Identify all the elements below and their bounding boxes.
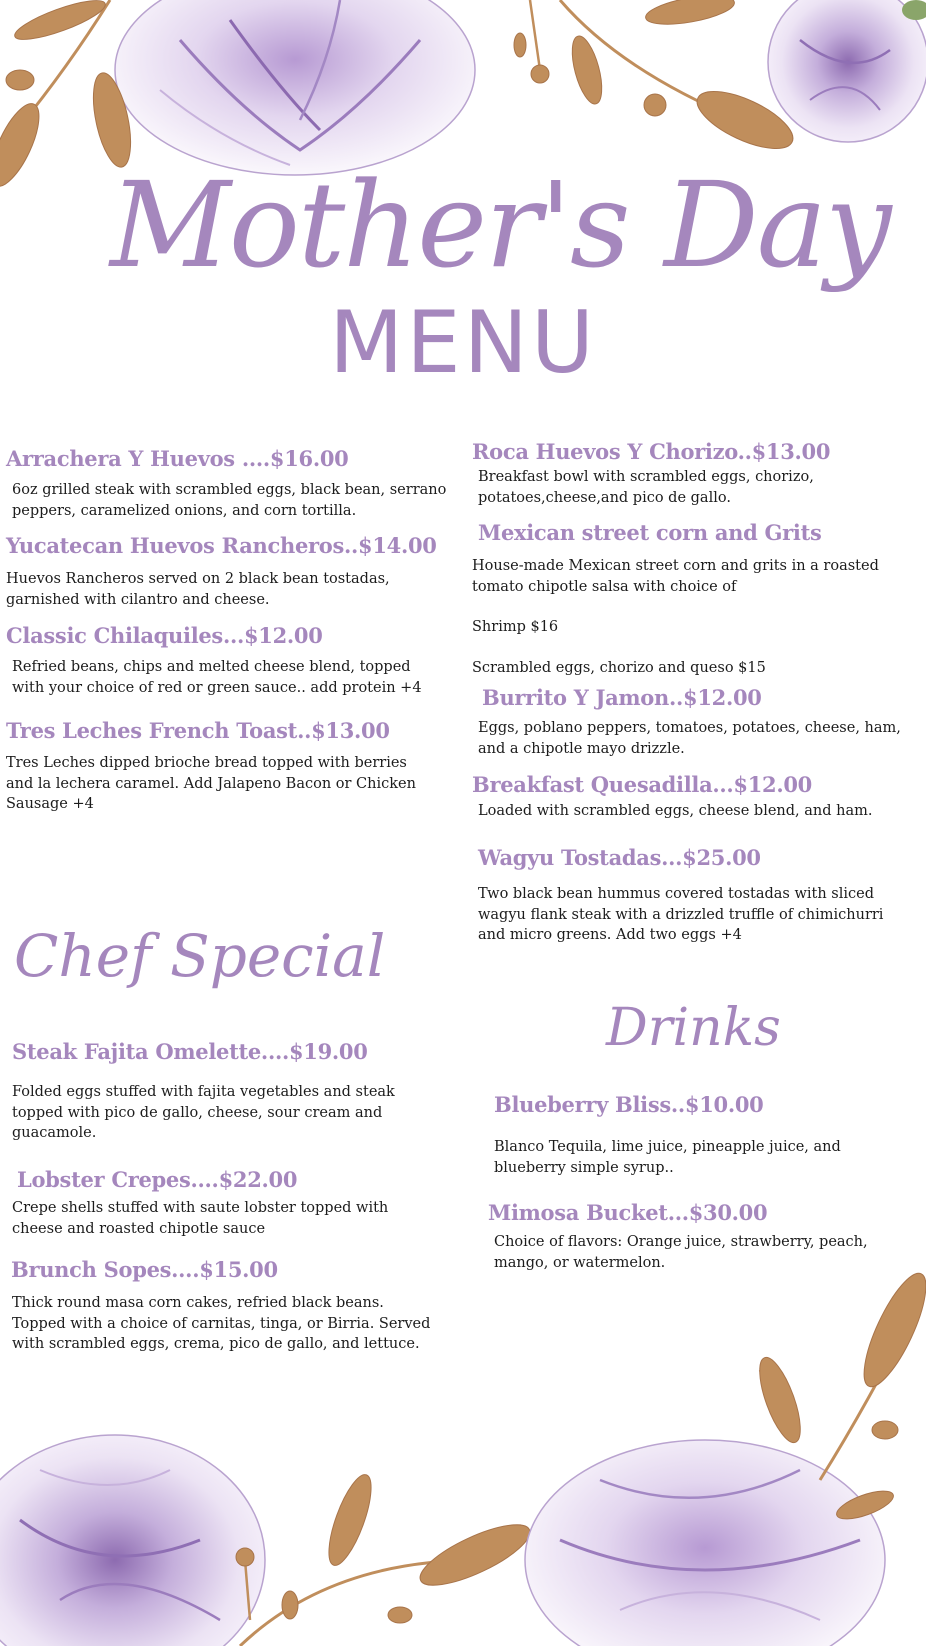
item-desc-omelette: Folded eggs stuffed with fajita vegetables and steak topped with pico de gallo, cheese, sour cream and guacamole. [12, 1084, 395, 1142]
item-desc-chilaquiles: Refried beans, chips and melted cheese blend, topped with your choice of red or green sauce.. add protein +4 [12, 659, 422, 696]
item-desc-burrito: Eggs, poblano peppers, tomatoes, potatoes, cheese, ham, and a chipotle mayo drizzle. [478, 720, 901, 757]
item-title-chilaquiles: Classic Chilaquiles...$12.00 [6, 623, 323, 648]
item-desc-arrachera: 6oz grilled steak with scrambled eggs, black bean, serrano peppers, caramelized onions, and corn tortilla. [12, 482, 447, 519]
item-desc-crepes: Crepe shells stuffed with saute lobster topped with cheese and roasted chipotle sauce [12, 1200, 389, 1237]
item-desc-mimosa: Choice of flavors: Orange juice, strawberry, peach, mango, or watermelon. [494, 1234, 868, 1271]
item-desc-roca: Breakfast bowl with scrambled eggs, chorizo, potatoes,cheese,and pico de gallo. [478, 469, 814, 506]
item-title-yucatecan: Yucatecan Huevos Rancheros..$14.00 [6, 533, 437, 558]
item-desc-blueberry: Blanco Tequila, lime juice, pineapple juice, and blueberry simple syrup.. [494, 1139, 841, 1176]
item-title-wagyu: Wagyu Tostadas...$25.00 [478, 845, 761, 870]
item-title-street-corn: Mexican street corn and Grits [478, 520, 822, 545]
item-title-omelette: Steak Fajita Omelette....$19.00 [12, 1039, 368, 1064]
item-option-eggs: Scrambled eggs, chorizo and queso $15 [472, 660, 766, 676]
item-title-roca: Roca Huevos Y Chorizo..$13.00 [472, 439, 831, 464]
item-desc-tres-leches: Tres Leches dipped brioche bread topped with berries and la lechera caramel. Add Jalapeno Bacon or Chicken Sausage +4 [6, 755, 416, 813]
gold-leaves-top-right [514, 0, 801, 160]
item-desc-wagyu: Two black bean hummus covered tostadas with sliced wagyu flank steak with a drizzled truffle of chimichurri and micro greens. Add two eggs +4 [478, 886, 884, 944]
item-title-tres-leches: Tres Leches French Toast..$13.00 [6, 718, 390, 743]
item-desc-quesadilla: Loaded with scrambled eggs, cheese blend, and ham. [478, 803, 873, 819]
item-title-arrachera: Arrachera Y Huevos ....$16.00 [6, 446, 349, 471]
flower-bottom-left [0, 1435, 265, 1646]
item-option-shrimp: Shrimp $16 [472, 619, 559, 635]
item-title-crepes: Lobster Crepes....$22.00 [17, 1167, 298, 1192]
title-mothers-day: Mother's Day [110, 156, 890, 294]
flower-top-right [768, 0, 926, 142]
item-title-blueberry: Blueberry Bliss..$10.00 [494, 1092, 764, 1117]
flower-top-center [115, 0, 475, 175]
flower-bottom-right [525, 1440, 885, 1646]
item-title-burrito: Burrito Y Jamon..$12.00 [482, 685, 762, 710]
gold-leaves-bottom-center [236, 1470, 537, 1646]
section-chef-special: Chef Special [14, 922, 386, 990]
title-menu: MENU [329, 293, 597, 393]
item-desc-yucatecan: Huevos Rancheros served on 2 black bean tostadas, garnished with cilantro and cheese. [6, 571, 390, 608]
item-title-quesadilla: Breakfast Quesadilla...$12.00 [472, 772, 812, 797]
item-title-mimosa: Mimosa Bucket...$30.00 [488, 1200, 768, 1225]
item-desc-sopes: Thick round masa corn cakes, refried black beans. Topped with a choice of carnitas, tinga, or Birria. Served with scrambled eggs, crema, pico de gallo, and lettuce. [12, 1295, 431, 1353]
item-title-sopes: Brunch Sopes....$15.00 [11, 1257, 278, 1282]
section-drinks: Drinks [606, 998, 781, 1058]
item-desc-street-corn: House-made Mexican street corn and grits in a roasted tomato chipotle salsa with choice of [472, 558, 879, 595]
